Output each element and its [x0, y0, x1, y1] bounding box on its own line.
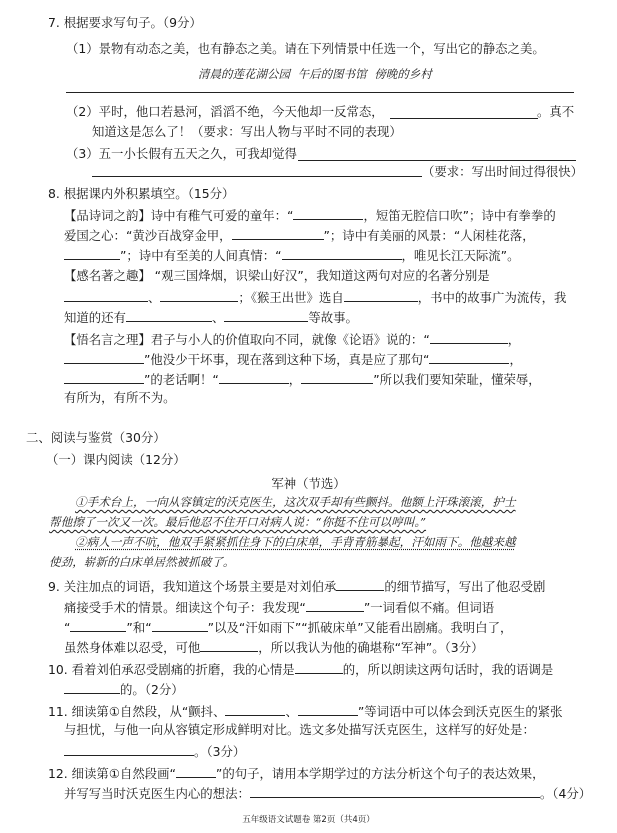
q11-blank-1[interactable] [225, 702, 285, 716]
q8-book-line-3 [64, 308, 358, 326]
q9-l1b: 的细节描写，写出了他忍受剧 [384, 579, 546, 594]
q8-poem-2a: 爱国之心：“黄沙百战穿金甲， [64, 228, 232, 243]
q8-quote-line-1 [64, 330, 520, 348]
q10-blank-1[interactable] [295, 660, 343, 674]
q10-l2: 的。（2分） [120, 682, 184, 697]
q9-blank-5[interactable] [200, 638, 258, 652]
q7-sub1-options: 清晨的莲花湖公园 午后的图书馆 傍晚的乡村 [198, 67, 432, 81]
q8-book-3b: 、 [211, 310, 225, 325]
q8-quote-1b: ， [507, 332, 521, 347]
q12-blank-1[interactable] [176, 764, 216, 778]
q10-l1a: 10. 看着刘伯承忍受剧痛的折磨，我的心情是 [48, 662, 295, 677]
q8-title: 8. 根据课内外积累填空。（15分） [48, 186, 235, 201]
q8-quote-blank-6[interactable] [301, 370, 373, 384]
q9-l4b: ，所以我认为他的确堪称“军神”。（3分） [258, 640, 484, 655]
q11-blank-2[interactable] [298, 702, 358, 716]
q10-blank-2[interactable] [64, 680, 120, 694]
q10-l1b: 的，所以朗读这两句话时，我的语调是 [342, 662, 554, 677]
q8-poem-blank-1[interactable] [293, 206, 363, 220]
q11-line-1 [48, 702, 563, 720]
q8-quote-3c: ”所以我们要知荣耻，懂荣辱， [373, 372, 541, 387]
q12-line-1 [48, 764, 544, 782]
passage-p2-b: 使劲，崭新的白床单居然被抓破了。 [49, 555, 235, 569]
q7-sub3-text-a: （3）五一小长假有五天之久，可我却觉得 [66, 146, 297, 161]
q12-blank-2[interactable] [250, 784, 540, 798]
q7-sub1-text: （1）景物有动态之美，也有静态之美。请在下列情景中任选一个，写出它的静态之美。 [66, 41, 545, 56]
q7-sub2-blank[interactable] [390, 118, 538, 119]
q8-poem-1a: 【品诗词之韵】诗中有稚气可爱的童年：“ [64, 208, 294, 223]
q9-l2a: 痛接受手术的情景。细读这个句子：我发现“ [64, 600, 306, 615]
passage-p2-a-text: ②病人一声不吭，他双手紧紧抓住身下的白床单，手背青筋暴起，汗如雨下。他越来越 [75, 535, 516, 549]
q9-blank-2[interactable] [306, 598, 364, 612]
q12-l1a: 12. 细读第①自然段画“ [48, 766, 176, 781]
q8-quote-blank-1[interactable] [430, 330, 508, 344]
q8-book-3c: 等故事。 [308, 310, 358, 325]
q11-l1b: 、 [285, 704, 298, 719]
q10-line-1 [48, 660, 553, 678]
passage-p1-b [49, 514, 426, 530]
passage-p1-a [75, 494, 516, 510]
passage-p1-b-text: 帮他擦了一次又一次。最后他忍不住开口对病人说：“你挺不住可以哼叫。” [49, 515, 427, 529]
section2-part1: （一）课内阅读（12分） [46, 452, 186, 467]
q7-sub3-blank-1[interactable] [298, 160, 576, 161]
q9-line-1 [48, 577, 545, 595]
q8-poem-blank-2[interactable] [232, 226, 324, 240]
q7-sub2-text-a: （2）平时，他口若悬河，滔滔不绝，今天他却一反常态， [66, 104, 384, 119]
q8-poem-line-2 [64, 226, 535, 244]
page-footer: 五年级语文试题卷 第2页（共4页） [242, 815, 375, 825]
section2-title: 二、阅读与鉴赏（30分） [26, 430, 166, 445]
q9-line-3 [64, 618, 512, 636]
q8-quote-4: 有所为，有所不为。 [64, 390, 176, 405]
q8-poem-line-1 [64, 206, 556, 224]
q8-quote-1a: 【悟名言之理】君子与小人的价值取向不同，就像《论语》说的：“ [64, 332, 430, 347]
q8-quote-blank-2[interactable] [64, 350, 144, 364]
q12-l2b: 。（4分） [539, 786, 592, 801]
q7-sub1-line-1[interactable] [66, 92, 574, 93]
q11-l2: 与担忧，与他一向从容镇定形成鲜明对比。选文多处描写沃克医生，这样写的好处是： [64, 722, 535, 737]
q11-l1a: 11. 细读第①自然段，从“颤抖、 [48, 704, 226, 719]
passage-p2-a [75, 534, 516, 550]
q9-line-2 [64, 598, 494, 616]
q8-quote-2b: ， [509, 352, 522, 367]
q8-quote-line-2 [64, 350, 522, 368]
q9-l3a: “ [64, 620, 71, 635]
q8-book-blank-1[interactable] [64, 288, 148, 302]
q8-book-line-2 [64, 288, 566, 306]
q9-l3c: ”以及“汗如雨下”“抓破床单”又能看出剧痛。我明白了， [207, 620, 513, 635]
q9-blank-1[interactable] [336, 577, 384, 591]
q7-sub3-blank-2[interactable] [92, 176, 422, 177]
q8-poem-2b: ”；诗中有美丽的风景：“人闲桂花落， [323, 228, 535, 243]
q7-sub2-text-c: 知道这是怎么了！（要求：写出人物与平时不同的表现） [92, 124, 402, 139]
q8-book-3a: 知道的还有 [64, 310, 126, 325]
q8-book-2a: 、 [148, 290, 161, 305]
q12-l2a: 并写写当时沃克医生内心的想法： [64, 786, 250, 801]
q8-poem-blank-4[interactable] [282, 246, 402, 260]
q8-poem-blank-3[interactable] [64, 246, 120, 260]
q7-sub2-line-a [66, 104, 384, 120]
q8-book-blank-3[interactable] [344, 288, 418, 302]
q11-line-3 [64, 742, 245, 760]
q8-quote-blank-4[interactable] [64, 370, 144, 384]
q9-l1a: 9. 关注加点的词语，我知道这个场景主要是对刘伯承 [48, 579, 337, 594]
q9-line-4 [64, 638, 483, 656]
q10-line-2 [64, 680, 184, 698]
q8-quote-line-3 [64, 370, 541, 388]
q12-line-2 [64, 784, 591, 802]
q8-book-2b: ；《猴王出世》选自 [238, 290, 344, 305]
q8-book-1a: 【感名著之趣】 “观三国烽烟，识梁山好汉”，我知道这两句对应的名著分别是 [64, 268, 490, 283]
q9-l3b: ”和“ [126, 620, 152, 635]
passage-title: 军神（节选） [271, 476, 346, 491]
q11-l1c: ”等词语中可以体会到沃克医生的紧张 [357, 704, 563, 719]
q11-blank-3[interactable] [64, 742, 194, 756]
q8-book-blank-2[interactable] [160, 288, 238, 302]
q8-quote-blank-5[interactable] [219, 370, 289, 384]
q12-l1b: ”的句子，请用本学期学过的方法分析这个句子的表达效果， [215, 766, 545, 781]
q8-book-2c: ，书中的故事广为流传，我 [417, 290, 567, 305]
q9-blank-4[interactable] [152, 618, 208, 632]
passage-p1-a-text: ①手术台上，一向从容镇定的沃克医生，这次双手却有些颤抖。他额上汗珠滚滚，护士 [75, 495, 516, 509]
q9-blank-3[interactable] [70, 618, 126, 632]
q7-title: 7. 根据要求写句子。（9分） [48, 15, 202, 30]
q8-quote-3a: ”的老话啊！“ [144, 372, 219, 387]
q8-book-blank-5[interactable] [224, 308, 308, 322]
q8-quote-blank-3[interactable] [429, 350, 509, 364]
q7-sub2-text-b: 。真不 [537, 104, 575, 119]
q8-poem-line-3 [64, 246, 519, 264]
q8-book-blank-4[interactable] [126, 308, 212, 322]
q9-l2b: ”一词看似不痛。但词语 [363, 600, 495, 615]
q8-poem-3a: ”；诗中有至美的人间真情：“ [120, 248, 282, 263]
q7-sub3-text-b: （要求：写出时间过得很快） [422, 164, 584, 179]
q9-l4a: 虽然身体难以忍受，可他 [64, 640, 201, 655]
q11-l3: 。（3分） [194, 744, 246, 759]
q8-quote-3b: ， [288, 372, 302, 387]
q8-quote-2a: ”他没少干坏事，现在落到这种下场，真是应了那句“ [144, 352, 430, 367]
q8-poem-3b: ，唯见长江天际流”。 [401, 248, 520, 263]
q8-poem-1b: ，短笛无腔信口吹”；诗中有拳拳的 [363, 208, 556, 223]
